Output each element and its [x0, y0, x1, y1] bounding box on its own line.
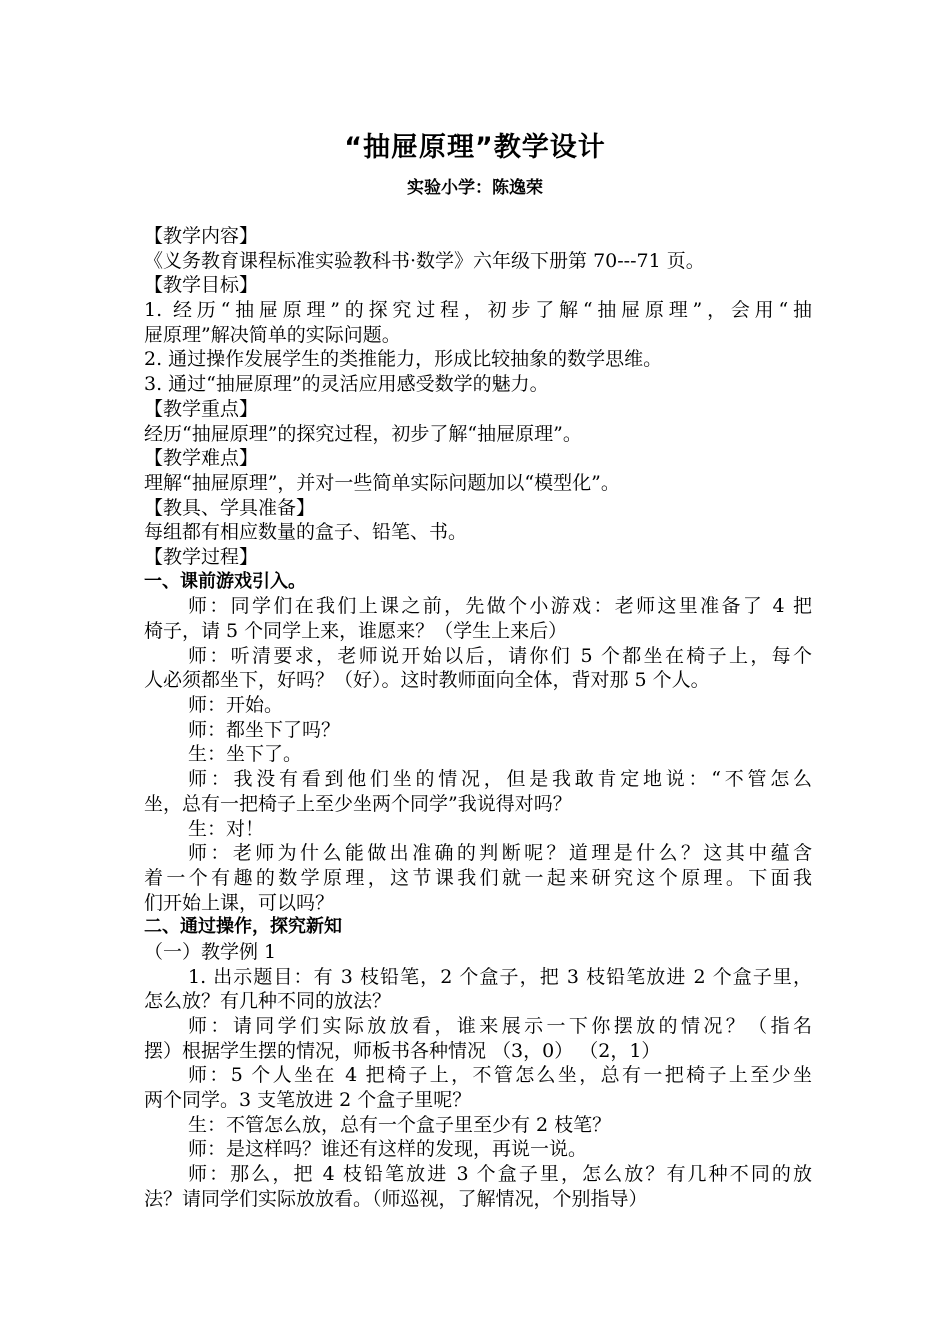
body-line: 师：都坐下了吗？ [188, 718, 341, 741]
body-line: 师：我没有看到他们坐的情况，但是我敢肯定地说：“不管怎么 [188, 768, 812, 791]
body-line: 每组都有相应数量的盒子、铅笔、书。 [144, 521, 468, 544]
body-line: 3. 通过“抽屉原理”的灵活应用感受数学的魅力。 [144, 373, 549, 396]
body-line: 法？请同学们实际放放看。（师巡视，了解情况，个别指导） [144, 1187, 648, 1210]
body-line: 生：坐下了。 [188, 743, 303, 766]
body-line: 生：不管怎么放，总有一个盒子里至少有 2 枝笔？ [188, 1113, 612, 1136]
body-line: 师：5 个人坐在 4 把椅子上，不管怎么坐，总有一把椅子上至少坐 [188, 1064, 812, 1087]
body-line: 们开始上课，可以吗？ [144, 891, 335, 914]
body-line: 经历“抽屉原理”的探究过程，初步了解“抽屉原理”。 [144, 422, 582, 445]
body-line: 理解“抽屉原理”，并对一些简单实际问题加以“模型化”。 [144, 471, 620, 494]
document-body [144, 224, 812, 1212]
body-line: 1. 经历“抽屉原理”的探究过程，初步了解“抽屉原理”，会用“抽 [144, 299, 812, 322]
body-line: 【教学难点】 [144, 447, 259, 470]
section-heading: 二、通过操作，探究新知 [144, 916, 342, 938]
body-line: 【教学内容】 [144, 225, 259, 247]
body-line: 坐，总有一把椅子上至少坐两个同学”我说得对吗？ [144, 792, 572, 815]
body-line: 师：听清要求，老师说开始以后，请你们 5 个都坐在椅子上，每个 [188, 644, 812, 667]
section-heading: 一、课前游戏引入。 [144, 570, 306, 592]
body-line: 【教具、学具准备】 [144, 496, 316, 519]
body-line: （一）教学例 1 [144, 940, 277, 963]
body-line: 摆）根据学生摆的情况，师板书各种情况 （3，0） （2，1） [144, 1039, 661, 1062]
body-line: 人必须都坐下，好吗？（好）。这时教师面向全体，背对那 5 个人。 [144, 669, 710, 692]
body-line: 师：请同学们实际放放看，谁来展示一下你摆放的情况？（指名 [188, 1015, 812, 1037]
body-line: 1. 出示题目：有 3 枝铅笔，2 个盒子，把 3 枝铅笔放进 2 个盒子里， [188, 965, 812, 988]
body-line: 两个同学。3 支笔放进 2 个盒子里呢？ [144, 1089, 472, 1112]
body-line: 师：是这样吗？谁还有这样的发现，再说一说。 [188, 1138, 588, 1161]
body-line: 【教学目标】 [144, 274, 259, 297]
body-line: 【教学过程】 [144, 545, 259, 568]
body-line: 师：开始。 [188, 694, 284, 717]
body-line: 生：对！ [188, 817, 265, 840]
body-line: 椅子，请 5 个同学上来，谁愿来？（学生上来后） [144, 620, 568, 642]
body-line: 师：同学们在我们上课之前，先做个小游戏：老师这里准备了 4 把 [188, 595, 812, 618]
body-line: 屉原理”解决简单的实际问题。 [144, 323, 401, 346]
document-title: “抽屉原理”教学设计 [344, 132, 606, 163]
body-line: 着一个有趣的数学原理，这节课我们就一起来研究这个原理。下面我 [144, 866, 812, 889]
body-line: 【教学重点】 [144, 397, 259, 420]
body-line: 师：那么，把 4 枝铅笔放进 3 个盒子里，怎么放？有几种不同的放 [188, 1163, 812, 1186]
body-line: 师：老师为什么能做出准确的判断呢？道理是什么？这其中蕴含 [188, 842, 812, 865]
body-line: 《义务教育课程标准实验教科书·数学》六年级下册第 70---71 页。 [144, 249, 705, 272]
body-line: 2. 通过操作发展学生的类推能力，形成比较抽象的数学思维。 [144, 348, 663, 371]
body-line: 怎么放？有几种不同的放法？ [144, 990, 392, 1013]
document-author: 实验小学：陈逸荣 [407, 178, 543, 198]
